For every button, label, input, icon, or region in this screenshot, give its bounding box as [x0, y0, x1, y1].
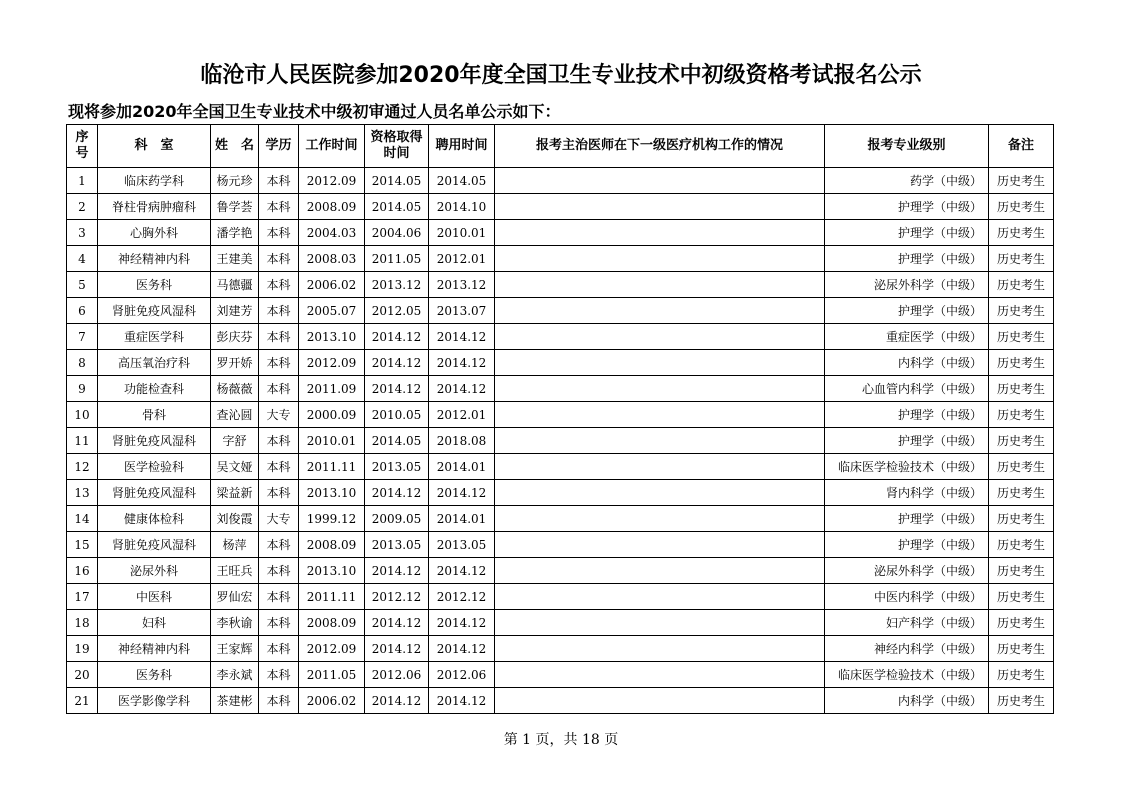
cell-qualification-date: 2012.12	[365, 584, 429, 610]
cell-work-date: 2008.09	[299, 610, 365, 636]
cell-department: 肾脏免疫风湿科	[98, 428, 211, 454]
table-row	[67, 220, 1054, 246]
cell-education: 本科	[259, 428, 299, 454]
cell-index: 7	[67, 324, 98, 350]
cell-name: 吴文娅	[211, 454, 259, 480]
col-header-lower-institution: 报考主治医师在下一级医疗机构工作的情况	[495, 125, 825, 168]
cell-education: 本科	[259, 480, 299, 506]
cell-education: 本科	[259, 610, 299, 636]
cell-work-date: 2006.02	[299, 688, 365, 714]
table-row	[67, 480, 1054, 506]
cell-hire-date: 2014.01	[429, 506, 495, 532]
cell-index: 14	[67, 506, 98, 532]
cell-remarks: 历史考生	[989, 662, 1054, 688]
cell-lower-institution	[495, 350, 825, 376]
table-row	[67, 584, 1054, 610]
cell-department: 脊柱骨病肿瘤科	[98, 194, 211, 220]
cell-hire-date: 2012.12	[429, 584, 495, 610]
table-row	[67, 454, 1054, 480]
cell-name: 马德疆	[211, 272, 259, 298]
col-header-name: 姓 名	[211, 125, 259, 168]
table-row	[67, 636, 1054, 662]
cell-name: 彭庆芬	[211, 324, 259, 350]
cell-exam-level: 临床医学检验技术（中级）	[825, 662, 989, 688]
cell-hire-date: 2014.05	[429, 168, 495, 194]
cell-lower-institution	[495, 688, 825, 714]
cell-work-date: 2011.09	[299, 376, 365, 402]
cell-department: 功能检查科	[98, 376, 211, 402]
cell-index: 19	[67, 636, 98, 662]
cell-department: 高压氧治疗科	[98, 350, 211, 376]
cell-exam-level: 护理学（中级）	[825, 298, 989, 324]
cell-name: 鲁学荟	[211, 194, 259, 220]
cell-index: 3	[67, 220, 98, 246]
cell-hire-date: 2013.05	[429, 532, 495, 558]
cell-name: 刘建芳	[211, 298, 259, 324]
cell-department: 泌尿外科	[98, 558, 211, 584]
table-row	[67, 558, 1054, 584]
cell-remarks: 历史考生	[989, 428, 1054, 454]
table-row	[67, 168, 1054, 194]
cell-lower-institution	[495, 402, 825, 428]
cell-work-date: 2011.05	[299, 662, 365, 688]
cell-lower-institution	[495, 636, 825, 662]
cell-exam-level: 内科学（中级）	[825, 688, 989, 714]
cell-exam-level: 临床医学检验技术（中级）	[825, 454, 989, 480]
cell-hire-date: 2012.06	[429, 662, 495, 688]
cell-qualification-date: 2013.05	[365, 532, 429, 558]
cell-lower-institution	[495, 298, 825, 324]
cell-lower-institution	[495, 662, 825, 688]
cell-hire-date: 2012.01	[429, 402, 495, 428]
cell-qualification-date: 2014.05	[365, 168, 429, 194]
cell-education: 本科	[259, 688, 299, 714]
cell-name: 梁益新	[211, 480, 259, 506]
cell-name: 刘俊霞	[211, 506, 259, 532]
cell-qualification-date: 2014.12	[365, 688, 429, 714]
cell-qualification-date: 2013.12	[365, 272, 429, 298]
cell-work-date: 2000.09	[299, 402, 365, 428]
cell-education: 本科	[259, 272, 299, 298]
cell-exam-level: 护理学（中级）	[825, 194, 989, 220]
cell-education: 本科	[259, 636, 299, 662]
cell-work-date: 2008.09	[299, 532, 365, 558]
cell-department: 医务科	[98, 662, 211, 688]
cell-lower-institution	[495, 168, 825, 194]
cell-education: 本科	[259, 584, 299, 610]
table-row	[67, 688, 1054, 714]
cell-index: 8	[67, 350, 98, 376]
cell-work-date: 2004.03	[299, 220, 365, 246]
cell-lower-institution	[495, 324, 825, 350]
cell-qualification-date: 2010.05	[365, 402, 429, 428]
cell-hire-date: 2010.01	[429, 220, 495, 246]
cell-remarks: 历史考生	[989, 246, 1054, 272]
cell-remarks: 历史考生	[989, 220, 1054, 246]
cell-lower-institution	[495, 376, 825, 402]
col-header-hire-date: 聘用时间	[429, 125, 495, 168]
cell-work-date: 2012.09	[299, 636, 365, 662]
cell-education: 本科	[259, 532, 299, 558]
cell-exam-level: 护理学（中级）	[825, 506, 989, 532]
cell-hire-date: 2014.01	[429, 454, 495, 480]
cell-work-date: 2012.09	[299, 350, 365, 376]
cell-lower-institution	[495, 220, 825, 246]
cell-lower-institution	[495, 558, 825, 584]
cell-name: 杨萍	[211, 532, 259, 558]
cell-qualification-date: 2004.06	[365, 220, 429, 246]
cell-hire-date: 2014.12	[429, 688, 495, 714]
table-row	[67, 428, 1054, 454]
cell-department: 医学检验科	[98, 454, 211, 480]
table-row	[67, 662, 1054, 688]
cell-exam-level: 妇产科学（中级）	[825, 610, 989, 636]
cell-hire-date: 2013.12	[429, 272, 495, 298]
cell-education: 本科	[259, 558, 299, 584]
cell-exam-level: 内科学（中级）	[825, 350, 989, 376]
cell-work-date: 2013.10	[299, 480, 365, 506]
cell-education: 本科	[259, 220, 299, 246]
cell-name: 字舒	[211, 428, 259, 454]
cell-education: 本科	[259, 350, 299, 376]
cell-lower-institution	[495, 454, 825, 480]
cell-index: 9	[67, 376, 98, 402]
cell-index: 15	[67, 532, 98, 558]
cell-index: 4	[67, 246, 98, 272]
cell-department: 重症医学科	[98, 324, 211, 350]
cell-qualification-date: 2014.12	[365, 480, 429, 506]
cell-work-date: 1999.12	[299, 506, 365, 532]
table-row	[67, 324, 1054, 350]
cell-lower-institution	[495, 246, 825, 272]
cell-department: 医务科	[98, 272, 211, 298]
table-row	[67, 610, 1054, 636]
announcement-subtitle: 现将参加2020年全国卫生专业技术中级初审通过人员名单公示如下：	[68, 102, 561, 121]
cell-remarks: 历史考生	[989, 688, 1054, 714]
cell-hire-date: 2018.08	[429, 428, 495, 454]
cell-exam-level: 肾内科学（中级）	[825, 480, 989, 506]
cell-department: 妇科	[98, 610, 211, 636]
cell-exam-level: 护理学（中级）	[825, 402, 989, 428]
cell-hire-date: 2014.12	[429, 610, 495, 636]
cell-remarks: 历史考生	[989, 168, 1054, 194]
cell-qualification-date: 2013.05	[365, 454, 429, 480]
cell-index: 18	[67, 610, 98, 636]
cell-lower-institution	[495, 194, 825, 220]
table-row	[67, 376, 1054, 402]
cell-index: 10	[67, 402, 98, 428]
cell-department: 肾脏免疫风湿科	[98, 480, 211, 506]
table-header-row	[67, 125, 1054, 168]
cell-department: 心胸外科	[98, 220, 211, 246]
cell-index: 20	[67, 662, 98, 688]
cell-hire-date: 2014.12	[429, 558, 495, 584]
table-row	[67, 246, 1054, 272]
cell-qualification-date: 2014.12	[365, 324, 429, 350]
cell-remarks: 历史考生	[989, 584, 1054, 610]
page-footer: 第 1 页，共 18 页	[503, 732, 619, 748]
cell-lower-institution	[495, 610, 825, 636]
cell-education: 本科	[259, 454, 299, 480]
col-header-education: 学历	[259, 125, 299, 168]
cell-exam-level: 护理学（中级）	[825, 246, 989, 272]
cell-work-date: 2008.03	[299, 246, 365, 272]
cell-lower-institution	[495, 506, 825, 532]
cell-index: 1	[67, 168, 98, 194]
cell-hire-date: 2012.01	[429, 246, 495, 272]
cell-work-date: 2008.09	[299, 194, 365, 220]
cell-work-date: 2011.11	[299, 454, 365, 480]
cell-qualification-date: 2014.05	[365, 428, 429, 454]
cell-remarks: 历史考生	[989, 194, 1054, 220]
cell-name: 茶建彬	[211, 688, 259, 714]
cell-hire-date: 2014.12	[429, 636, 495, 662]
cell-remarks: 历史考生	[989, 480, 1054, 506]
cell-work-date: 2011.11	[299, 584, 365, 610]
cell-lower-institution	[495, 584, 825, 610]
cell-department: 神经精神内科	[98, 636, 211, 662]
cell-index: 2	[67, 194, 98, 220]
table-row	[67, 350, 1054, 376]
cell-qualification-date: 2014.12	[365, 350, 429, 376]
cell-remarks: 历史考生	[989, 350, 1054, 376]
table-row	[67, 298, 1054, 324]
col-header-remarks: 备注	[989, 125, 1054, 168]
cell-education: 本科	[259, 324, 299, 350]
cell-exam-level: 神经内科学（中级）	[825, 636, 989, 662]
table-row	[67, 506, 1054, 532]
cell-qualification-date: 2009.05	[365, 506, 429, 532]
cell-remarks: 历史考生	[989, 506, 1054, 532]
cell-name: 王建美	[211, 246, 259, 272]
cell-work-date: 2013.10	[299, 324, 365, 350]
cell-education: 大专	[259, 506, 299, 532]
cell-qualification-date: 2014.12	[365, 376, 429, 402]
cell-remarks: 历史考生	[989, 402, 1054, 428]
cell-department: 神经精神内科	[98, 246, 211, 272]
cell-qualification-date: 2012.06	[365, 662, 429, 688]
cell-department: 肾脏免疫风湿科	[98, 532, 211, 558]
page-title: 临沧市人民医院参加2020年度全国卫生专业技术中初级资格考试报名公示	[200, 63, 922, 88]
cell-qualification-date: 2014.05	[365, 194, 429, 220]
cell-department: 临床药学科	[98, 168, 211, 194]
cell-exam-level: 重症医学（中级）	[825, 324, 989, 350]
cell-index: 5	[67, 272, 98, 298]
cell-exam-level: 中医内科学（中级）	[825, 584, 989, 610]
cell-education: 本科	[259, 662, 299, 688]
cell-work-date: 2006.02	[299, 272, 365, 298]
cell-education: 本科	[259, 168, 299, 194]
cell-exam-level: 护理学（中级）	[825, 220, 989, 246]
col-header-department: 科 室	[98, 125, 211, 168]
cell-name: 王家辉	[211, 636, 259, 662]
cell-name: 杨薇薇	[211, 376, 259, 402]
cell-department: 健康体检科	[98, 506, 211, 532]
cell-exam-level: 心血管内科学（中级）	[825, 376, 989, 402]
cell-department: 骨科	[98, 402, 211, 428]
cell-remarks: 历史考生	[989, 324, 1054, 350]
cell-index: 12	[67, 454, 98, 480]
cell-work-date: 2005.07	[299, 298, 365, 324]
col-header-work-date: 工作时间	[299, 125, 365, 168]
cell-name: 潘学艳	[211, 220, 259, 246]
cell-index: 21	[67, 688, 98, 714]
cell-hire-date: 2013.07	[429, 298, 495, 324]
cell-hire-date: 2014.12	[429, 324, 495, 350]
table-row	[67, 194, 1054, 220]
cell-name: 查沁圆	[211, 402, 259, 428]
cell-education: 本科	[259, 194, 299, 220]
cell-remarks: 历史考生	[989, 376, 1054, 402]
cell-work-date: 2012.09	[299, 168, 365, 194]
cell-exam-level: 泌尿外科学（中级）	[825, 558, 989, 584]
cell-remarks: 历史考生	[989, 636, 1054, 662]
applicant-table	[66, 124, 1054, 714]
cell-exam-level: 药学（中级）	[825, 168, 989, 194]
table-row	[67, 272, 1054, 298]
cell-lower-institution	[495, 532, 825, 558]
cell-department: 医学影像学科	[98, 688, 211, 714]
cell-remarks: 历史考生	[989, 298, 1054, 324]
table-row	[67, 402, 1054, 428]
cell-lower-institution	[495, 428, 825, 454]
cell-remarks: 历史考生	[989, 558, 1054, 584]
table-row	[67, 532, 1054, 558]
cell-lower-institution	[495, 272, 825, 298]
cell-remarks: 历史考生	[989, 272, 1054, 298]
cell-exam-level: 泌尿外科学（中级）	[825, 272, 989, 298]
cell-qualification-date: 2012.05	[365, 298, 429, 324]
cell-hire-date: 2014.10	[429, 194, 495, 220]
col-header-index: 序号	[67, 125, 98, 168]
cell-index: 17	[67, 584, 98, 610]
cell-exam-level: 护理学（中级）	[825, 428, 989, 454]
cell-remarks: 历史考生	[989, 532, 1054, 558]
cell-index: 13	[67, 480, 98, 506]
cell-remarks: 历史考生	[989, 610, 1054, 636]
cell-education: 本科	[259, 376, 299, 402]
cell-hire-date: 2014.12	[429, 480, 495, 506]
cell-department: 中医科	[98, 584, 211, 610]
cell-work-date: 2010.01	[299, 428, 365, 454]
cell-qualification-date: 2014.12	[365, 558, 429, 584]
cell-education: 本科	[259, 246, 299, 272]
cell-name: 李秋谕	[211, 610, 259, 636]
cell-education: 本科	[259, 298, 299, 324]
cell-qualification-date: 2011.05	[365, 246, 429, 272]
cell-work-date: 2013.10	[299, 558, 365, 584]
cell-name: 罗仙宏	[211, 584, 259, 610]
cell-department: 肾脏免疫风湿科	[98, 298, 211, 324]
cell-qualification-date: 2014.12	[365, 636, 429, 662]
cell-name: 罗开娇	[211, 350, 259, 376]
cell-lower-institution	[495, 480, 825, 506]
cell-index: 11	[67, 428, 98, 454]
cell-name: 杨元珍	[211, 168, 259, 194]
cell-index: 6	[67, 298, 98, 324]
cell-index: 16	[67, 558, 98, 584]
cell-name: 李永斌	[211, 662, 259, 688]
cell-exam-level: 护理学（中级）	[825, 532, 989, 558]
cell-hire-date: 2014.12	[429, 376, 495, 402]
col-header-exam-level: 报考专业级别	[825, 125, 989, 168]
cell-qualification-date: 2014.12	[365, 610, 429, 636]
cell-education: 大专	[259, 402, 299, 428]
cell-name: 王旺兵	[211, 558, 259, 584]
cell-remarks: 历史考生	[989, 454, 1054, 480]
cell-hire-date: 2014.12	[429, 350, 495, 376]
col-header-qualification-date: 资格取得时间	[365, 125, 429, 168]
